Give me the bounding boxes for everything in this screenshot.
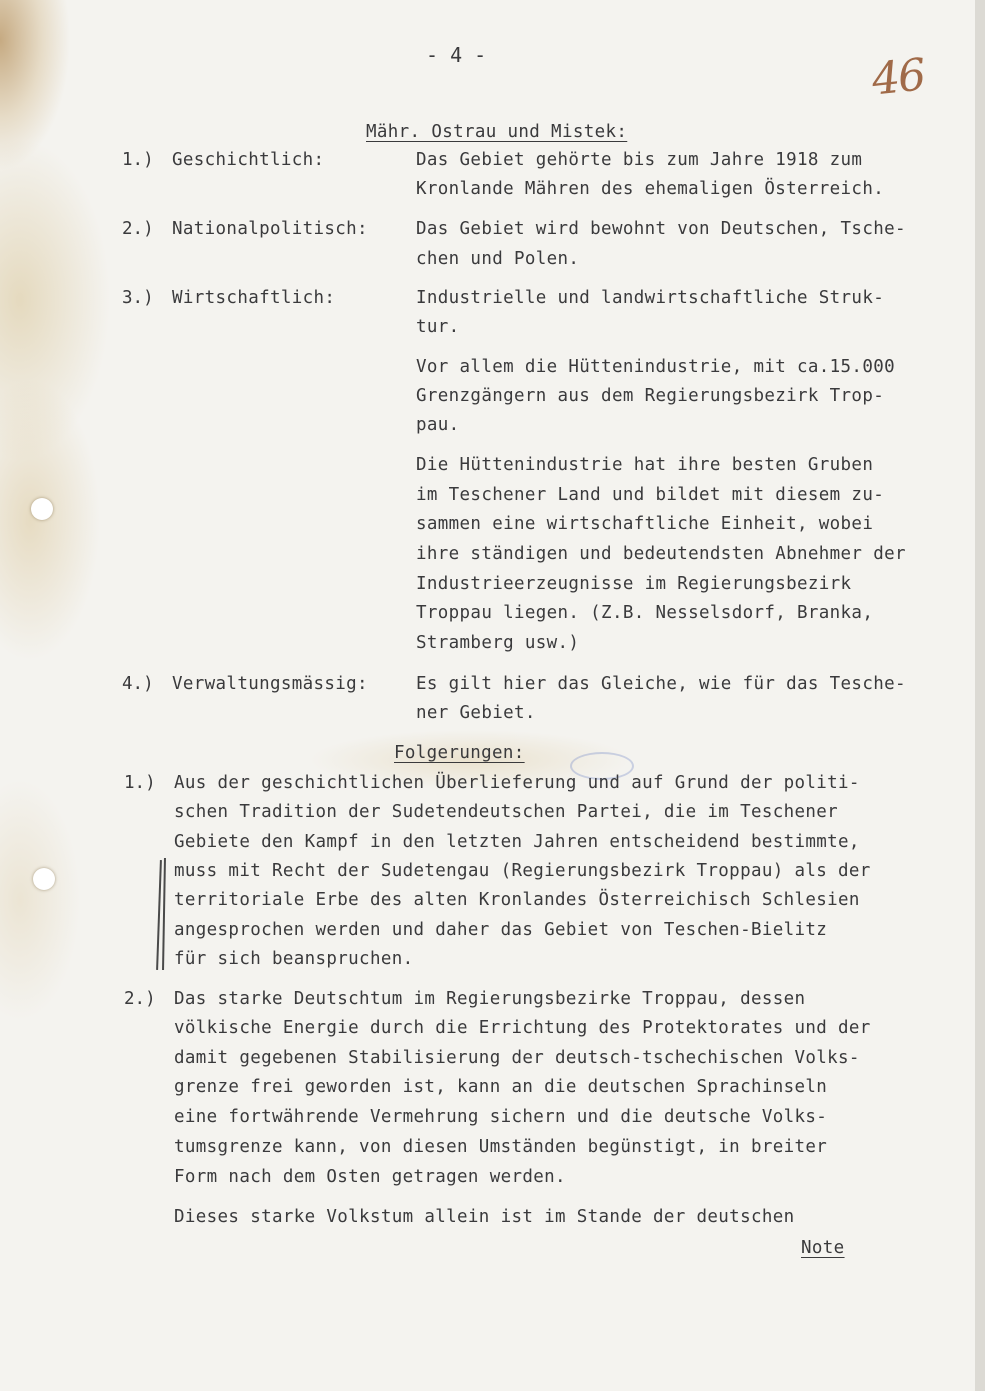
conclusion-number: 1.) bbox=[124, 773, 156, 793]
item-text-line: pau. bbox=[416, 415, 460, 435]
punch-hole-top bbox=[31, 498, 53, 520]
item-text-line: Industrielle und landwirtschaftliche Struk- bbox=[416, 288, 885, 308]
conclusion-text-line: Gebiete den Kampf in den letzten Jahren entscheidend bestimmte, bbox=[174, 832, 860, 852]
conclusion-text-line: völkische Energie durch die Errichtung des Protektorates und der bbox=[174, 1018, 871, 1038]
item-text-line: tur. bbox=[416, 317, 460, 337]
conclusion-text-line: angesprochen werden und daher das Gebiet von Teschen-Bielitz bbox=[174, 920, 828, 940]
item-text-line: ihre ständigen und bedeutendsten Abnehmer der bbox=[416, 544, 906, 564]
item-number: 4.) bbox=[122, 674, 154, 694]
page-edge bbox=[975, 0, 985, 1391]
conclusion-text-line: Aus der geschichtlichen Überlieferung und auf Grund der politi- bbox=[174, 773, 860, 793]
item-text-line: Es gilt hier das Gleiche, wie für das Tesche- bbox=[416, 674, 906, 694]
item-text-line: Das Gebiet wird bewohnt von Deutschen, Tsche- bbox=[416, 219, 906, 239]
handwritten-folio-number: 46 bbox=[869, 49, 927, 106]
punch-hole-bottom bbox=[33, 868, 55, 890]
item-text-line: Stramberg usw.) bbox=[416, 633, 580, 653]
catchword: Note bbox=[801, 1238, 845, 1258]
conclusion-text-line: muss mit Recht der Sudetengau (Regierungsbezirk Troppau) als der bbox=[174, 861, 871, 881]
item-label: Geschichtlich: bbox=[172, 150, 325, 170]
item-text-line: sammen eine wirtschaftliche Einheit, wobei bbox=[416, 514, 874, 534]
item-text-line: chen und Polen. bbox=[416, 249, 580, 269]
item-number: 1.) bbox=[122, 150, 154, 170]
conclusion-text-line: eine fortwährende Vermehrung sichern und die deutsche Volks- bbox=[174, 1107, 828, 1127]
item-number: 2.) bbox=[122, 219, 154, 239]
conclusions-heading: Folgerungen: bbox=[394, 743, 525, 763]
item-label: Wirtschaftlich: bbox=[172, 288, 336, 308]
conclusion-text-line: grenze frei geworden ist, kann an die deutschen Sprachinseln bbox=[174, 1077, 828, 1097]
section-heading: Mähr. Ostrau und Mistek: bbox=[366, 122, 628, 142]
conclusion-text-line: Form nach dem Osten getragen werden. bbox=[174, 1167, 566, 1187]
item-number: 3.) bbox=[122, 288, 154, 308]
item-label: Verwaltungsmässig: bbox=[172, 674, 368, 694]
page-number: - 4 - bbox=[426, 43, 487, 67]
closing-line: Dieses starke Volkstum allein ist im Stande der deutschen bbox=[174, 1207, 795, 1227]
item-text-line: Die Hüttenindustrie hat ihre besten Gruben bbox=[416, 455, 874, 475]
item-text-line: Das Gebiet gehörte bis zum Jahre 1918 zum bbox=[416, 150, 863, 170]
conclusion-text-line: tumsgrenze kann, von diesen Umständen begünstigt, in breiter bbox=[174, 1137, 828, 1157]
conclusion-text-line: Das starke Deutschtum im Regierungsbezirke Troppau, dessen bbox=[174, 989, 806, 1009]
item-text-line: im Teschener Land und bildet mit diesem zu- bbox=[416, 485, 885, 505]
item-text-line: Industrieerzeugnisse im Regierungsbezirk bbox=[416, 574, 852, 594]
conclusion-text-line: territoriale Erbe des alten Kronlandes Österreichisch Schlesien bbox=[174, 890, 860, 910]
item-text-line: Grenzgängern aus dem Regierungsbezirk Trop- bbox=[416, 386, 885, 406]
item-text-line: Vor allem die Hüttenindustrie, mit ca.15.000 bbox=[416, 357, 895, 377]
conclusion-text-line: für sich beanspruchen. bbox=[174, 949, 414, 969]
item-text-line: Kronlande Mähren des ehemaligen Österreich. bbox=[416, 179, 885, 199]
item-text-line: ner Gebiet. bbox=[416, 703, 536, 723]
conclusion-number: 2.) bbox=[124, 989, 156, 1009]
conclusion-text-line: schen Tradition der Sudetendeutschen Partei, die im Teschener bbox=[174, 802, 839, 822]
item-text-line: Troppau liegen. (Z.B. Nesselsdorf, Branka, bbox=[416, 603, 874, 623]
conclusion-text-line: damit gegebenen Stabilisierung der deutsch-tschechischen Volks- bbox=[174, 1048, 860, 1068]
item-label: Nationalpolitisch: bbox=[172, 219, 368, 239]
